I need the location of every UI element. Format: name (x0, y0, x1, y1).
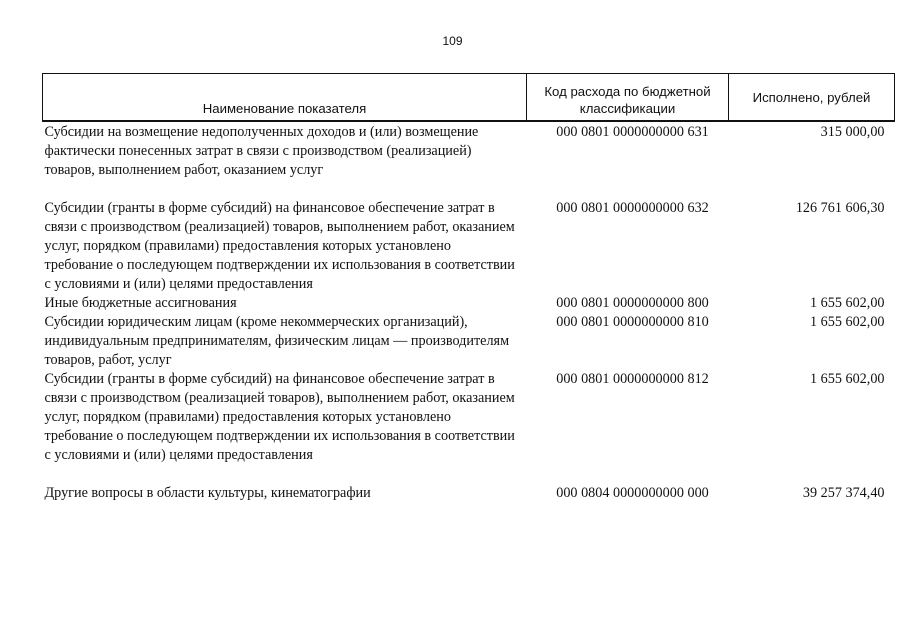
row-amount: 1 655 602,00 (810, 371, 885, 387)
row-code: 000 0801 0000000000 812 (556, 371, 709, 387)
budget-execution-table (42, 73, 895, 503)
column-header-name: Наименование показателя (43, 74, 527, 122)
table-body (43, 121, 895, 503)
row-amount: 39 257 374,40 (802, 485, 885, 501)
row-name: Субсидии (гранты в форме субсидий) на финансовое обеспечение затрат в связи с производством (реализацией) товаров, выполнением работ, оказанием услуг, порядком (правилами) предоставления которых установлено требование о последующем подтверждении их использования в соответствии с условиями и (или) целями предоставления (44, 200, 515, 292)
row-name: Субсидии юридическим лицам (кроме некоммерческих организаций), индивидуальным предпринимателям, физическим лицам — производителям товаров, работ, услуг (44, 314, 510, 368)
row-code: 000 0801 0000000000 810 (556, 314, 709, 330)
table-row (43, 484, 895, 503)
row-name: Субсидии (гранты в форме субсидий) на финансовое обеспечение затрат в связи с производством (реализацией товаров), выполнением работ, оказанием услуг, порядком (правилами) предоставления которых установлено требование о последующем подтверждении их использования в соответствии с условиями и (или) целями предоставления (44, 371, 515, 463)
table-row (43, 199, 895, 294)
row-amount: 126 761 606,30 (795, 200, 885, 216)
table-row (43, 313, 895, 370)
row-code: 000 0801 0000000000 800 (556, 295, 709, 311)
table-header (43, 74, 895, 122)
row-name: Иные бюджетные ассигнования (44, 295, 237, 311)
table-row (43, 294, 895, 313)
table-row (43, 370, 895, 484)
row-amount: 1 655 602,00 (810, 314, 885, 330)
header-row (43, 74, 895, 122)
row-code: 000 0801 0000000000 631 (556, 124, 709, 140)
column-header-code: Код расхода по бюджетной классификации (527, 74, 729, 122)
row-amount: 315 000,00 (820, 124, 885, 140)
column-header-executed: Исполнено, рублей (729, 74, 895, 122)
row-code: 000 0801 0000000000 632 (556, 200, 709, 216)
row-name: Субсидии на возмещение недополученных доходов и (или) возмещение фактически понесенных затрат в связи с производством (реализацией) товаров, выполнением работ, оказанием услуг (44, 124, 479, 178)
page-number: 109 (442, 34, 463, 48)
table-row (43, 121, 895, 199)
row-amount: 1 655 602,00 (810, 295, 885, 311)
row-name: Другие вопросы в области культуры, кинематографии (44, 485, 371, 501)
row-code: 000 0804 0000000000 000 (556, 485, 709, 501)
